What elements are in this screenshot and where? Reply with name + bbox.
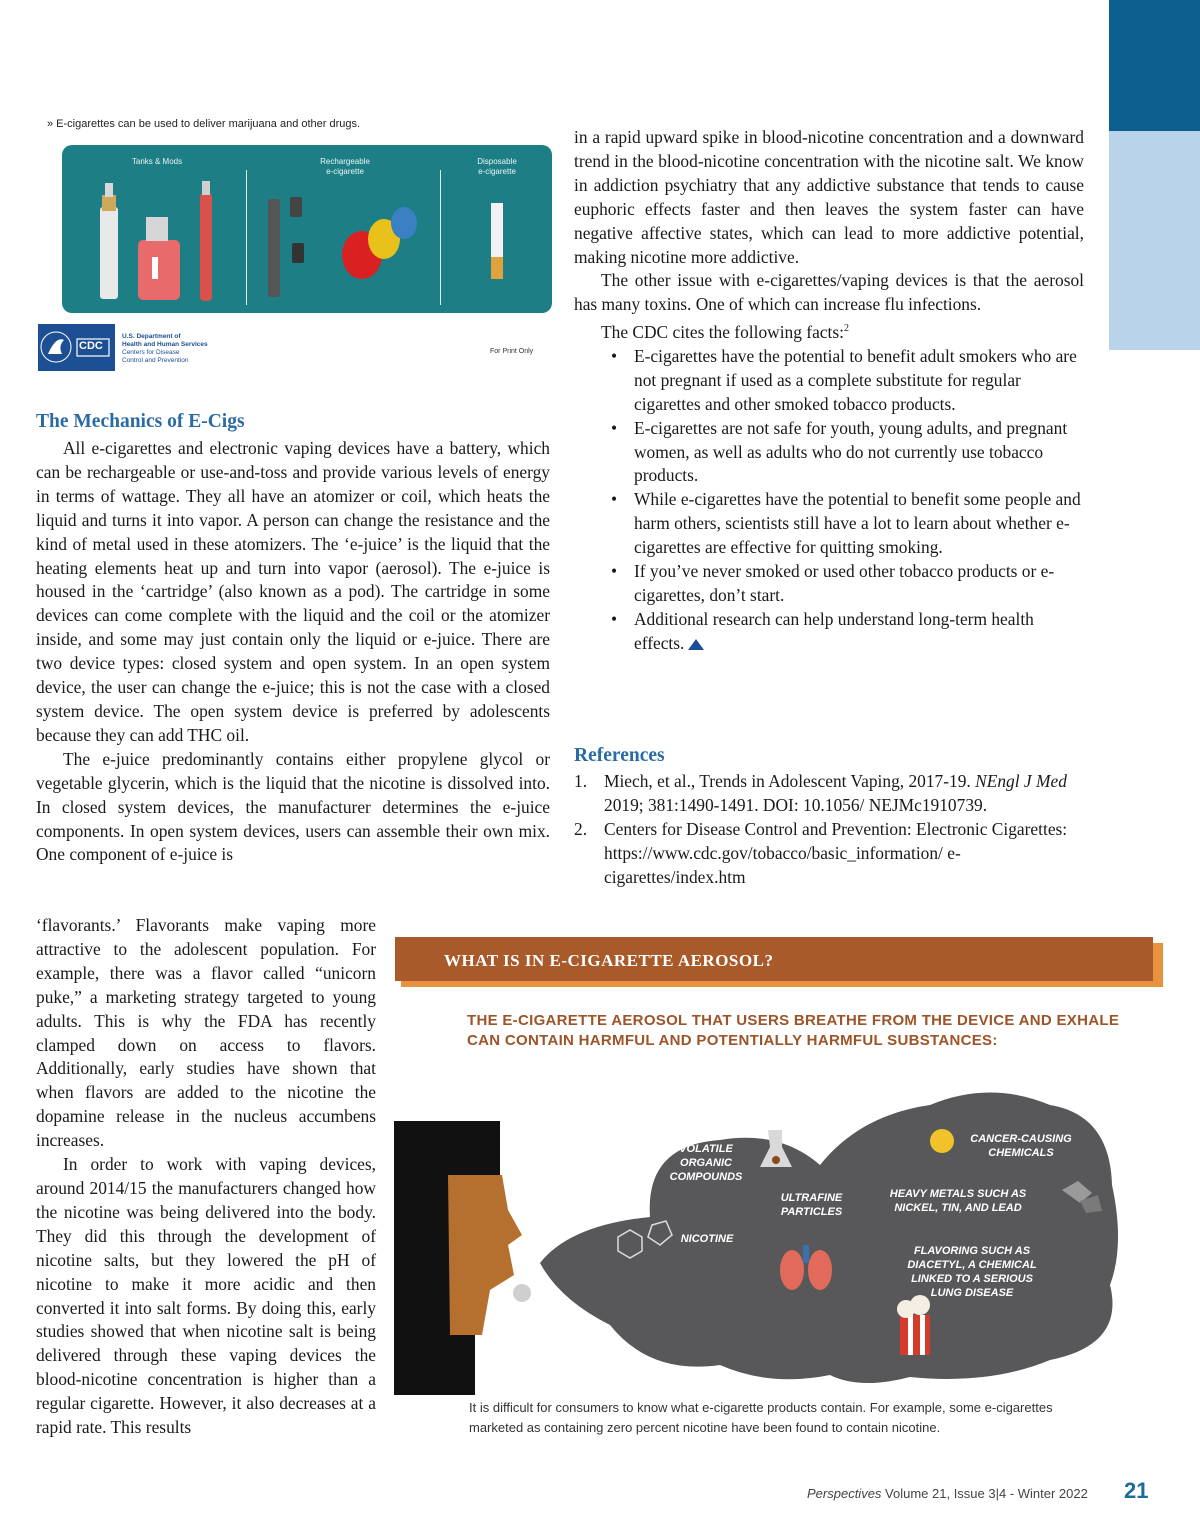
list-item: • E-cigarettes are not safe for youth, young adults, and pregnant women, as well as adults who do not currently use tobacco products. — [574, 417, 1084, 489]
page-number: 21 — [1124, 1478, 1149, 1503]
ecig-device-panel — [62, 145, 552, 313]
pod-device — [268, 199, 280, 297]
reference-number: 1. — [574, 771, 588, 791]
tank-mod-device — [100, 207, 118, 299]
edge-tab-light — [1109, 131, 1200, 350]
figure-caption: » E-cigarettes can be used to deliver marijuana and other drugs. — [47, 118, 361, 130]
infographic-subtitle: THE E-CIGARETTE AEROSOL THAT USERS BREATHE FROM THE DEVICE AND EXHALE CAN CONTAIN HARMFUL AND POTENTIALLY HARMFUL SUBSTANCES: — [467, 1012, 1120, 1049]
paragraph — [574, 317, 1084, 345]
cdc-facts-list — [574, 345, 1084, 656]
references-heading: References — [574, 745, 665, 766]
paragraph: The e-juice predominantly contains either propylene glycol or vegetable glycerin, which is the liquid that the nicotine is dissolved into. In closed system devices, the manufacturer determines the e-juice components. In open system devices, users can assemble their own mix. One component of e-juice is — [36, 748, 550, 865]
hhs-eagle-icon — [38, 324, 115, 371]
agency-line: Centers for Disease — [122, 349, 180, 356]
pen-device — [200, 193, 212, 301]
paragraph: ‘flavorants.’ Flavorants make vaping more attractive to the adolescent population. For example, there was a flavor called “unicorn puke,” a marketing strategy targeted to young adults. This is why the FDA has recently clamped down on access to flavors. Additionally, early studies have shown that when flavors are added to the nicotine the dopamine release in the nucleus accumbens increases. — [36, 915, 376, 1151]
face-profile — [448, 1175, 522, 1335]
skull-icon — [930, 1129, 954, 1153]
left-column-body — [36, 437, 550, 867]
category-rechargeable: Rechargeable e-cigarette — [320, 157, 370, 176]
label-nicotine: NICOTINE — [680, 1233, 734, 1245]
exhale-dot — [513, 1284, 531, 1302]
left-column-narrow — [36, 914, 376, 1440]
agency-line: Health and Human Services — [122, 341, 208, 348]
list-item — [574, 608, 1084, 656]
cdc-logo — [38, 324, 115, 371]
paragraph: The other issue with e-cigarettes/vaping devices is that the aerosol has many toxins. One of which can increase flu infections. — [574, 270, 1084, 315]
popcorn-icon — [897, 1295, 930, 1355]
label-voc: VOLATILE ORGANIC COMPOUNDS — [669, 1143, 743, 1183]
reference-link[interactable]: Centers for Disease Control and Prevention: Electronic Cigarettes: https://www.cdc.gov/tobacco/basic_information/ e-cigarettes/index.htm — [604, 818, 1068, 887]
section-heading: The Mechanics of E-Cigs — [36, 411, 245, 432]
agency-line: Control and Prevention — [122, 357, 189, 364]
label-metals: HEAVY METALS SUCH AS NICKEL, TIN, AND LEAD — [889, 1188, 1027, 1214]
issue-info: Volume 21, Issue 3|4 - Winter 2022 — [881, 1486, 1088, 1501]
agency-name — [122, 333, 208, 365]
category-tanks-mods: Tanks & Mods — [131, 157, 183, 166]
reference-number: 2. — [574, 818, 588, 839]
list-item: • If you’ve never smoked or used other tobacco products or e-cigarettes, don’t start. — [574, 560, 1084, 608]
label-flavoring: FLAVORING SUCH AS DIACETYL, A CHEMICAL LINKED TO A SERIOUS LUNG DISEASE — [907, 1245, 1037, 1299]
cdc-logo-text: CDC — [79, 340, 103, 352]
end-mark-triangle-icon — [688, 639, 704, 650]
reference-item — [574, 770, 1094, 818]
pod-blue — [391, 207, 417, 239]
reference-text: 2019; 381:1490-1491. DOI: 10.1056/ NEJMc1910739. — [604, 794, 988, 815]
label-ultrafine: ULTRAFINE PARTICLES — [780, 1192, 843, 1218]
references-body — [574, 770, 1094, 890]
infographic-title: WHAT IS IN E-CIGARETTE AEROSOL? — [444, 951, 774, 970]
footnote-ref: 2 — [843, 323, 849, 335]
infographic-footnote: It is difficult for consumers to know what e-cigarette products contain. For example, some e-cigarettes marketed as containing zero percent nicotine have been found to contain nicotine. — [469, 1400, 1053, 1435]
label-cancer: CANCER-CAUSING CHEMICALS — [970, 1133, 1072, 1159]
list-item: • While e-cigarettes have the potential to benefit some people and harm others, scientists still have a lot to learn about whether e-cigarettes are effective for quitting smoking. — [574, 488, 1084, 560]
paragraph: in a rapid upward spike in blood-nicotine concentration and a downward trend in the blood-nicotine concentration with the nicotine salt. We know in addiction psychiatry that any addictive substance that tends to cause euphoric effects faster and then leaves the system faster can have negative affective states, which can lead to more addictive potential, making nicotine more addictive. — [574, 127, 1084, 267]
category-disposable: Disposable e-cigarette — [477, 157, 517, 176]
agency-line: U.S. Department of — [122, 333, 181, 340]
magazine-name: Perspectives — [807, 1486, 882, 1501]
ecig-devices-illustration — [62, 145, 552, 313]
list-item-text: Additional research can help understand long-term health effects. — [634, 608, 1034, 653]
reference-item — [574, 818, 1094, 890]
print-only-note: For Print Only — [490, 348, 534, 355]
cdc-facts-intro: The CDC cites the following facts: — [601, 322, 844, 343]
list-item: • E-cigarettes have the potential to benefit adult smokers who are not pregnant if used as a complete substitute for regular cigarettes and other smoked tobacco products. — [574, 345, 1084, 417]
page-footer — [807, 1486, 1088, 1501]
right-column-body — [574, 126, 1084, 656]
paragraph: All e-cigarettes and electronic vaping devices have a battery, which can be rechargeable or use-and-toss and provide various levels of energy in terms of wattage. They all have an atomizer or coil, which heats the liquid and turns it into vapor. A person can change the resistance and the kind of metal used in these atomizers. The ‘e-juice’ is the liquid that the heating elements heat up and turn into vapor (aerosol). The e-juice is housed in the ‘cartridge’ (also known as a pod). The cartridge in some devices can come complete with the liquid and the coil or the atomizer inside, and some may just contain only the liquid or e-juice. There are two device types: closed system and open system. In an open system device, the user can change the e-juice; this is not the case with a closed system device. The open system device is preferred by adolescents because they can add THC oil. — [36, 438, 550, 745]
edge-tab-dark — [1109, 0, 1200, 131]
references-list — [574, 770, 1094, 890]
journal-name: NEngl J Med — [975, 771, 1067, 791]
paragraph: In order to work with vaping devices, around 2014/15 the manufacturers changed how the nicotine was being delivered into the body. They did this through the development of nicotine salts, but they lowered the pH of nicotine to make it more acidic and then converted it into salt forms. By doing this, early studies showed that when nicotine salt is being delivered through these vaping devices the blood-nicotine concentration is higher than a regular cigarette. However, it also decreases at a rapid rate. This results — [36, 1154, 376, 1438]
box-mod-device — [138, 240, 180, 300]
reference-text: Miech, et al., Trends in Adolescent Vaping, 2017-19. — [604, 771, 976, 791]
